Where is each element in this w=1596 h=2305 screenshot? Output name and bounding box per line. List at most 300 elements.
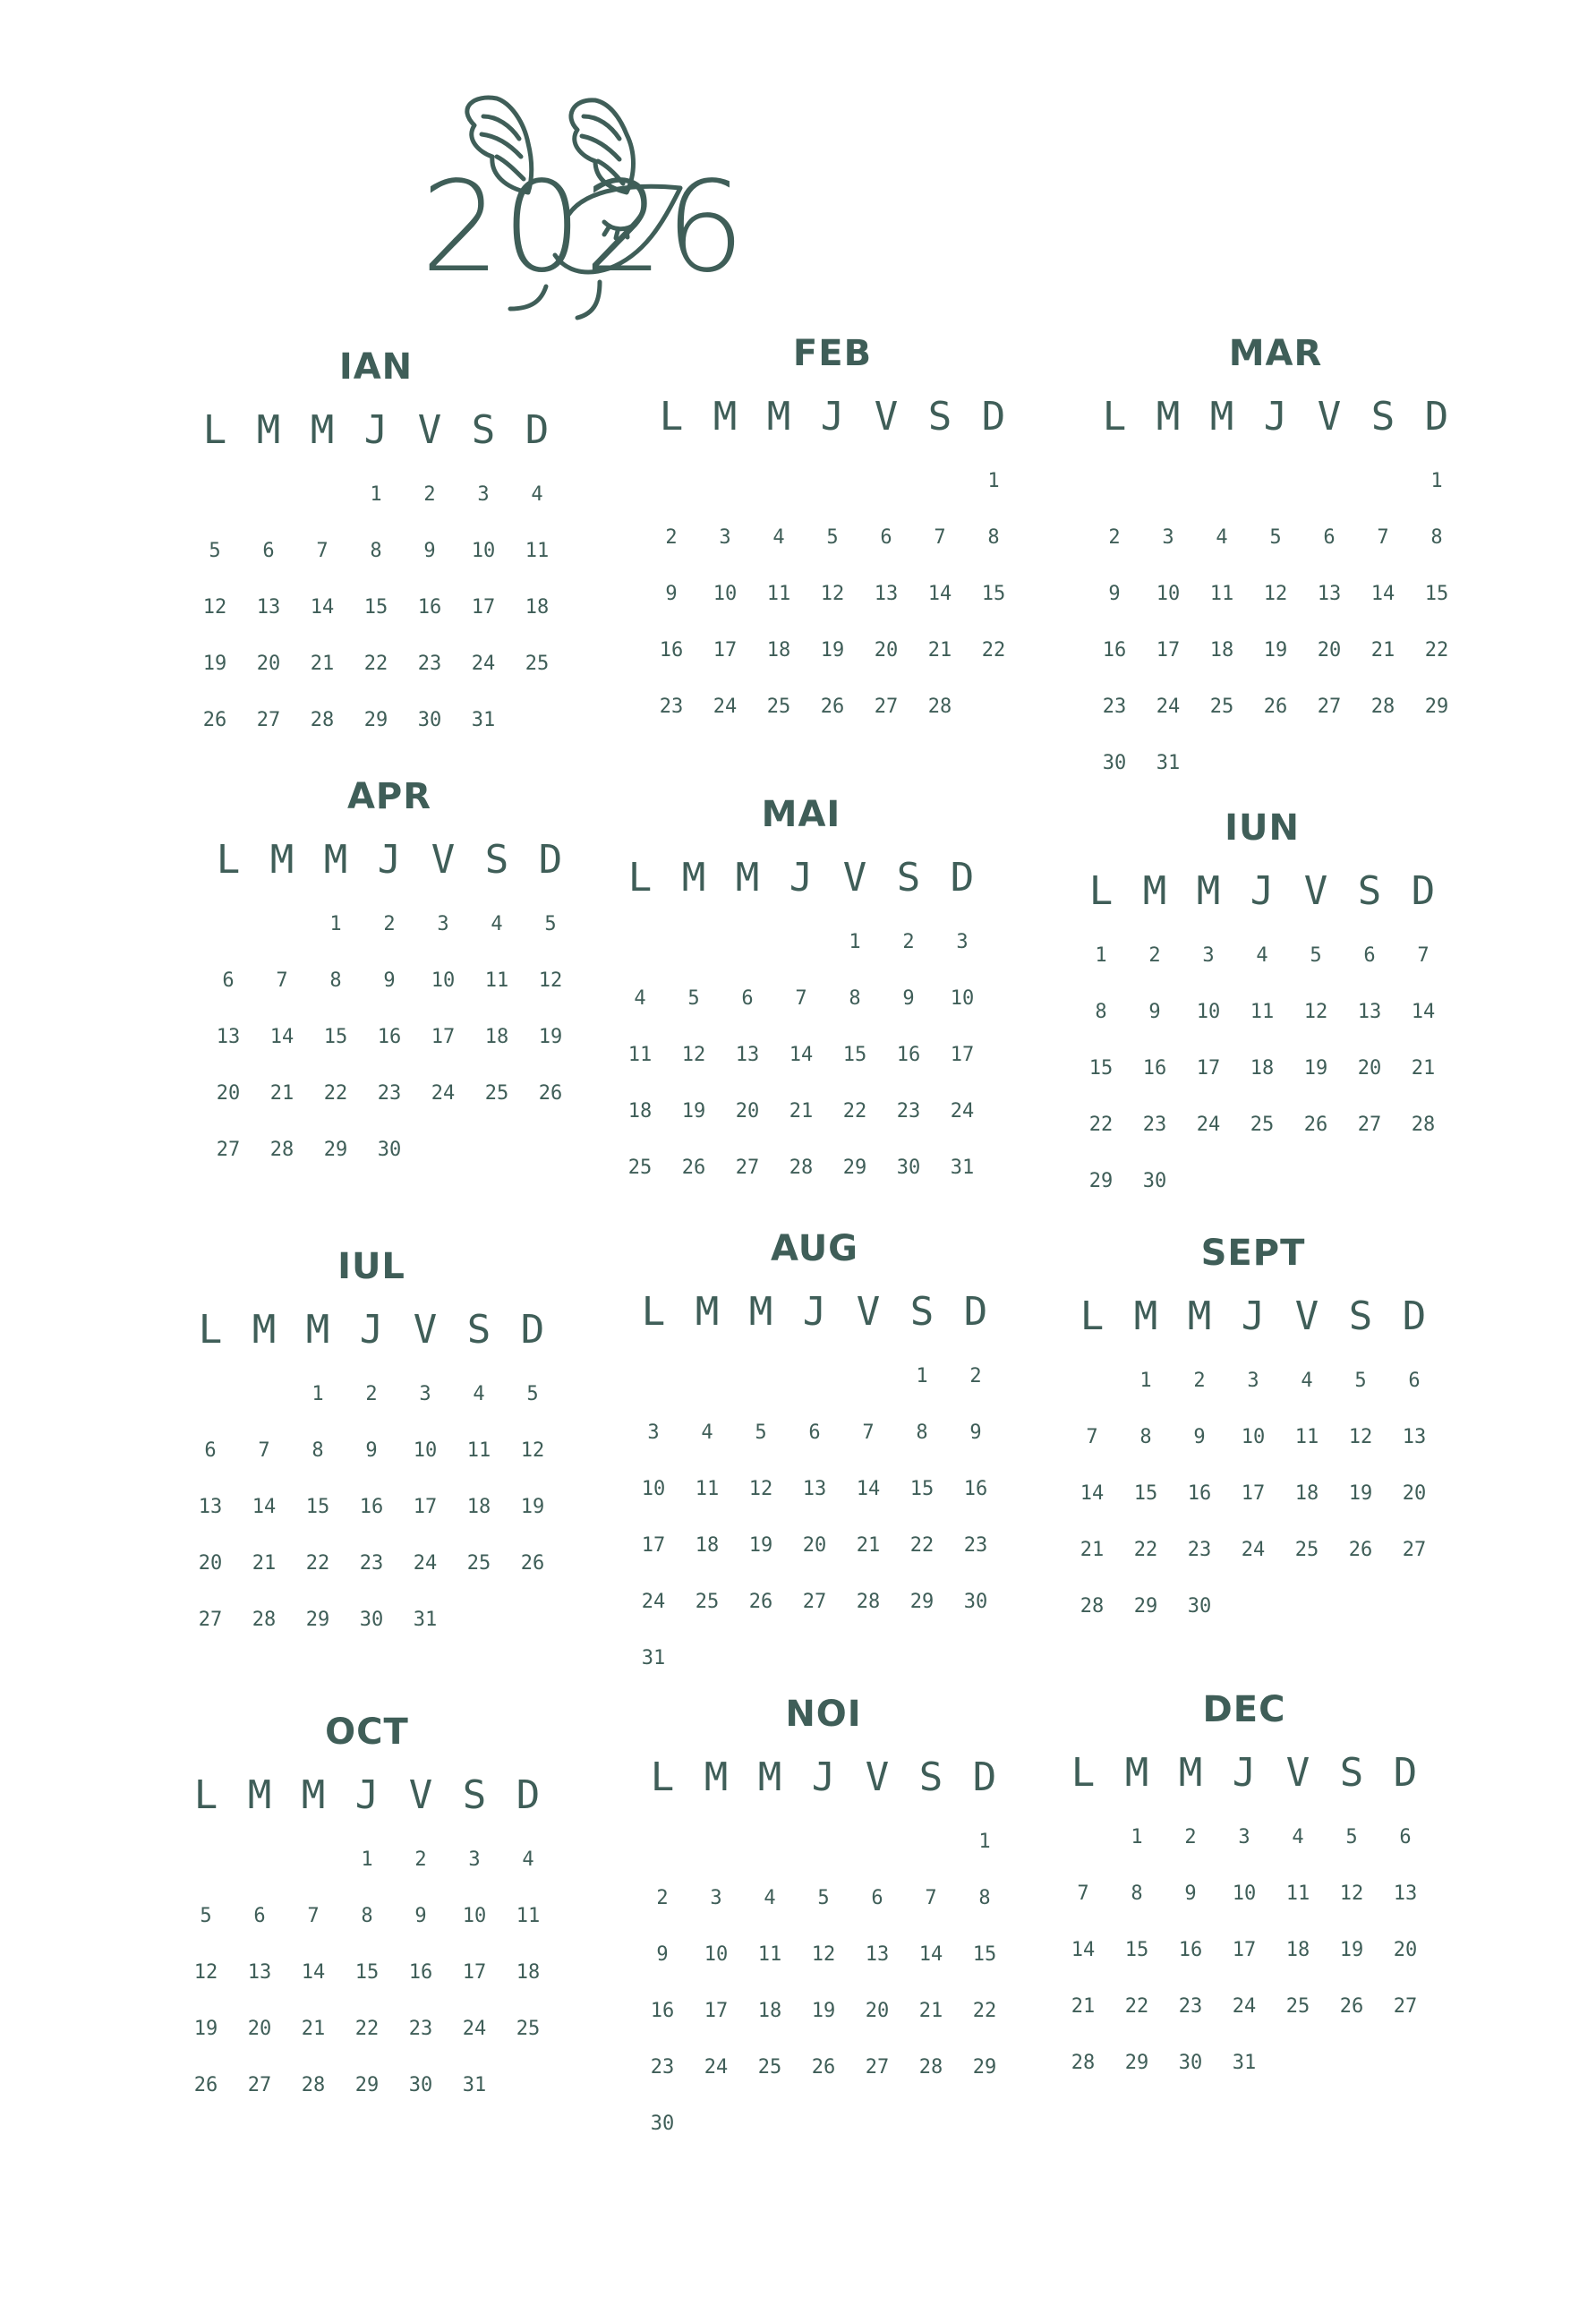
day-cell: 24 (471, 653, 496, 675)
day-cell: 27 (865, 2056, 890, 2079)
weekday-header (1074, 867, 1450, 917)
day-cell: 7 (276, 969, 288, 992)
day-cell: 1 (916, 1365, 928, 1387)
day-cell: 11 (627, 1044, 653, 1066)
day-cell: 18 (484, 1026, 509, 1048)
day-blank (904, 1814, 958, 1870)
weekday-label: L (659, 394, 684, 440)
day-cell: 20 (1402, 1482, 1427, 1505)
day-cell: 8 (916, 1421, 928, 1444)
day-cell: 29 (363, 709, 388, 731)
day-cell: 9 (902, 987, 915, 1010)
day-cell: 4 (772, 526, 785, 549)
day-cell: 25 (627, 1157, 653, 1179)
day-cell: 7 (795, 987, 807, 1010)
day-cell: 6 (871, 1887, 883, 1909)
weekday-label: V (417, 407, 442, 453)
day-cell: 30 (417, 709, 442, 731)
day-cell: 28 (1411, 1114, 1436, 1136)
day-cell: 18 (627, 1100, 653, 1123)
weekday-label: V (431, 837, 456, 883)
day-cell: 5 (755, 1421, 767, 1444)
day-cell: 6 (741, 987, 754, 1010)
day-cell: 10 (950, 987, 975, 1010)
weekday-label: D (981, 394, 1006, 440)
day-cell: 28 (1080, 1595, 1105, 1618)
day-cell: 8 (987, 526, 1000, 549)
weekday-label: M (1187, 1293, 1212, 1339)
day-cell: 12 (1263, 583, 1288, 605)
weekday-header (644, 392, 1020, 442)
weekday-label: S (1370, 394, 1395, 440)
day-cell: 13 (198, 1496, 223, 1518)
weekday-label: M (695, 1289, 720, 1335)
weekday-label: S (896, 855, 921, 901)
day-cell: 30 (1142, 1170, 1167, 1192)
day-blank (613, 914, 667, 970)
day-cell: 7 (307, 1905, 320, 1927)
day-cell: 30 (1178, 2052, 1203, 2074)
day-cell: 18 (1209, 639, 1234, 662)
days-grid (1074, 927, 1450, 1209)
day-cell: 13 (1357, 1001, 1382, 1023)
day-cell: 17 (431, 1026, 456, 1048)
day-cell: 5 (209, 540, 221, 562)
day-cell: 10 (1232, 1882, 1257, 1905)
day-cell: 9 (656, 1943, 669, 1966)
day-cell: 26 (193, 2074, 218, 2096)
day-cell: 25 (1209, 696, 1234, 718)
day-blank (743, 1814, 797, 1870)
day-cell: 30 (650, 2113, 675, 2135)
day-cell: 8 (370, 540, 382, 562)
day-cell: 2 (365, 1383, 378, 1405)
day-cell: 19 (1348, 1482, 1373, 1505)
day-blank (627, 1348, 680, 1404)
day-cell: 15 (363, 596, 388, 619)
day-cell: 26 (538, 1082, 563, 1105)
day-cell: 29 (323, 1139, 348, 1161)
day-cell: 15 (1088, 1057, 1114, 1080)
weekday-label: M (681, 855, 706, 901)
day-cell: 8 (1430, 526, 1443, 549)
day-cell: 15 (1133, 1482, 1158, 1505)
weekday-label: V (1317, 394, 1342, 440)
day-cell: 22 (305, 1552, 330, 1575)
day-cell: 5 (1345, 1826, 1358, 1848)
day-cell: 10 (413, 1439, 438, 1462)
day-cell: 11 (466, 1439, 491, 1462)
day-cell: 3 (719, 526, 731, 549)
day-cell: 12 (748, 1478, 773, 1500)
day-cell: 25 (1250, 1114, 1275, 1136)
day-cell: 13 (874, 583, 899, 605)
day-cell: 16 (377, 1026, 402, 1048)
day-cell: 20 (216, 1082, 241, 1105)
day-cell: 8 (849, 987, 861, 1010)
day-cell: 19 (748, 1534, 773, 1557)
day-cell: 8 (978, 1887, 991, 1909)
day-cell: 22 (1124, 1995, 1149, 2018)
month-iul (183, 1244, 559, 1648)
day-cell: 31 (1156, 752, 1181, 774)
weekday-label: V (1294, 1293, 1319, 1339)
day-cell: 3 (1247, 1370, 1259, 1392)
day-cell: 7 (862, 1421, 875, 1444)
day-cell: 28 (301, 2074, 326, 2096)
weekday-label: M (704, 1754, 729, 1800)
day-cell: 7 (1086, 1426, 1098, 1448)
day-cell: 12 (820, 583, 845, 605)
day-blank (752, 453, 806, 509)
weekday-header (1065, 1292, 1441, 1342)
days-grid (1065, 1353, 1441, 1635)
day-blank (1195, 453, 1249, 509)
day-cell: 18 (466, 1496, 491, 1518)
day-cell: 30 (896, 1157, 921, 1179)
day-cell: 21 (789, 1100, 814, 1123)
day-cell: 6 (222, 969, 235, 992)
weekday-label: M (1156, 394, 1181, 440)
day-cell: 2 (902, 931, 915, 953)
day-cell: 2 (665, 526, 678, 549)
day-cell: 22 (972, 2000, 997, 2022)
day-cell: 27 (198, 1609, 223, 1631)
day-cell: 24 (431, 1082, 456, 1105)
day-cell: 23 (650, 2056, 675, 2079)
day-cell: 8 (1139, 1426, 1152, 1448)
day-cell: 7 (316, 540, 329, 562)
days-grid (1056, 1809, 1432, 2091)
weekday-header (627, 1287, 1003, 1337)
weekday-label: D (1424, 394, 1449, 440)
day-cell: 24 (1196, 1114, 1221, 1136)
month-name: IUN (1225, 807, 1300, 849)
day-cell: 19 (1303, 1057, 1328, 1080)
day-cell: 25 (695, 1591, 720, 1613)
weekday-label: S (471, 407, 496, 453)
month-name: SEPT (1200, 1233, 1306, 1274)
weekday-label: D (1393, 1750, 1418, 1796)
day-cell: 14 (1411, 1001, 1436, 1023)
weekday-label: J (1241, 1293, 1266, 1339)
weekday-label: M (323, 837, 348, 883)
day-cell: 3 (710, 1887, 722, 1909)
day-blank (242, 466, 295, 523)
day-cell: 10 (471, 540, 496, 562)
weekday-header (1088, 392, 1464, 442)
day-cell: 7 (1377, 526, 1389, 549)
day-cell: 9 (969, 1421, 982, 1444)
day-cell: 31 (1232, 2052, 1257, 2074)
day-blank (806, 453, 859, 509)
weekday-label: L (198, 1307, 223, 1353)
day-cell: 19 (811, 2000, 836, 2022)
day-blank (201, 896, 255, 952)
day-cell: 18 (516, 1961, 541, 1984)
day-cell: 2 (969, 1365, 982, 1387)
day-cell: 20 (802, 1534, 827, 1557)
day-cell: 16 (896, 1044, 921, 1066)
weekday-label: M (1209, 394, 1234, 440)
weekday-label: S (909, 1289, 935, 1335)
day-cell: 5 (826, 526, 839, 549)
day-cell: 23 (359, 1552, 384, 1575)
day-cell: 20 (256, 653, 281, 675)
weekday-label: M (252, 1307, 277, 1353)
day-cell: 21 (856, 1534, 881, 1557)
day-cell: 13 (1402, 1426, 1427, 1448)
weekday-label: M (269, 837, 294, 883)
day-cell: 17 (1196, 1057, 1221, 1080)
day-cell: 5 (200, 1905, 212, 1927)
day-cell: 19 (820, 639, 845, 662)
weekday-label: M (247, 1772, 272, 1818)
day-cell: 18 (1294, 1482, 1319, 1505)
month-dec (1056, 1687, 1432, 2091)
month-noi (636, 1692, 1011, 2152)
day-cell: 20 (735, 1100, 760, 1123)
day-cell: 29 (909, 1591, 935, 1613)
day-cell: 14 (269, 1026, 294, 1048)
day-cell: 2 (1148, 944, 1161, 967)
month-name: MAR (1228, 333, 1323, 374)
weekday-header (1056, 1748, 1432, 1798)
day-cell: 28 (918, 2056, 943, 2079)
day-cell: 6 (253, 1905, 266, 1927)
day-cell: 10 (431, 969, 456, 992)
day-cell: 25 (484, 1082, 509, 1105)
day-cell: 24 (1156, 696, 1181, 718)
day-cell: 26 (1303, 1114, 1328, 1136)
day-cell: 4 (1256, 944, 1268, 967)
day-cell: 1 (1139, 1370, 1152, 1392)
day-cell: 2 (414, 1848, 427, 1871)
day-cell: 6 (262, 540, 275, 562)
day-cell: 22 (981, 639, 1006, 662)
day-cell: 25 (1294, 1539, 1319, 1561)
day-cell: 14 (856, 1478, 881, 1500)
day-cell: 1 (329, 913, 342, 935)
day-cell: 28 (1370, 696, 1395, 718)
weekday-label: D (950, 855, 975, 901)
month-apr (201, 774, 577, 1178)
day-cell: 29 (1133, 1595, 1158, 1618)
day-cell: 10 (704, 1943, 729, 1966)
weekday-label: J (1263, 394, 1288, 440)
day-blank (667, 914, 721, 970)
day-blank (721, 914, 774, 970)
calendar-year: 2026 (421, 155, 747, 301)
weekday-header (183, 1305, 559, 1355)
day-cell: 30 (359, 1609, 384, 1631)
day-cell: 27 (256, 709, 281, 731)
day-cell: 12 (538, 969, 563, 992)
day-cell: 20 (247, 2018, 272, 2040)
day-cell: 4 (701, 1421, 713, 1444)
weekday-label: V (1303, 868, 1328, 914)
day-cell: 7 (925, 1887, 937, 1909)
weekday-label: L (627, 855, 653, 901)
day-cell: 21 (1071, 1995, 1096, 2018)
day-cell: 19 (538, 1026, 563, 1048)
day-cell: 4 (1301, 1370, 1313, 1392)
day-cell: 31 (462, 2074, 487, 2096)
day-cell: 2 (1193, 1370, 1206, 1392)
day-cell: 26 (202, 709, 227, 731)
day-cell: 5 (544, 913, 557, 935)
day-cell: 28 (310, 709, 335, 731)
weekday-label: D (972, 1754, 997, 1800)
day-cell: 21 (1370, 639, 1395, 662)
day-cell: 12 (193, 1961, 218, 1984)
day-cell: 16 (659, 639, 684, 662)
day-cell: 22 (323, 1082, 348, 1105)
day-cell: 11 (757, 1943, 782, 1966)
day-cell: 14 (1370, 583, 1395, 605)
day-cell: 16 (359, 1496, 384, 1518)
day-cell: 11 (1294, 1426, 1319, 1448)
day-cell: 15 (1424, 583, 1449, 605)
day-cell: 17 (471, 596, 496, 619)
day-cell: 3 (477, 483, 490, 506)
day-cell: 27 (1402, 1539, 1427, 1561)
weekday-label: J (363, 407, 388, 453)
days-grid (179, 1831, 555, 2113)
day-cell: 2 (383, 913, 396, 935)
day-cell: 9 (423, 540, 436, 562)
month-name: MAI (761, 794, 841, 835)
day-cell: 31 (641, 1647, 666, 1669)
day-blank (183, 1366, 237, 1422)
weekday-label: J (820, 394, 845, 440)
day-blank (644, 453, 698, 509)
day-cell: 8 (1131, 1882, 1143, 1905)
weekday-header (613, 853, 989, 903)
day-cell: 16 (1187, 1482, 1212, 1505)
day-cell: 3 (956, 931, 969, 953)
weekday-label: M (1133, 1293, 1158, 1339)
day-cell: 27 (874, 696, 899, 718)
month-iun (1074, 806, 1450, 1209)
weekday-label: J (354, 1772, 380, 1818)
day-cell: 11 (695, 1478, 720, 1500)
day-cell: 18 (757, 2000, 782, 2022)
day-cell: 17 (713, 639, 738, 662)
day-cell: 4 (522, 1848, 534, 1871)
day-cell: 20 (865, 2000, 890, 2022)
month-name: IAN (338, 346, 414, 388)
day-cell: 24 (1241, 1539, 1266, 1561)
weekday-label: D (1411, 868, 1436, 914)
month-name: DEC (1202, 1689, 1286, 1730)
weekday-label: L (1080, 1293, 1105, 1339)
weekday-header (201, 835, 577, 885)
weekday-label: J (811, 1754, 836, 1800)
day-cell: 31 (950, 1157, 975, 1179)
day-cell: 14 (1071, 1939, 1096, 1961)
day-cell: 15 (354, 1961, 380, 1984)
day-cell: 24 (704, 2056, 729, 2079)
weekday-label: M (256, 407, 281, 453)
day-cell: 1 (361, 1848, 373, 1871)
day-cell: 11 (484, 969, 509, 992)
day-cell: 9 (383, 969, 396, 992)
day-cell: 7 (258, 1439, 270, 1462)
day-blank (788, 1348, 841, 1404)
weekday-label: J (359, 1307, 384, 1353)
day-cell: 11 (1209, 583, 1234, 605)
weekday-label: S (1339, 1750, 1364, 1796)
days-grid (627, 1348, 1003, 1686)
day-cell: 3 (1238, 1826, 1250, 1848)
weekday-label: M (301, 1772, 326, 1818)
day-cell: 14 (918, 1943, 943, 1966)
weekday-label: M (757, 1754, 782, 1800)
weekday-label: S (1348, 1293, 1373, 1339)
days-grid (1088, 453, 1464, 791)
day-cell: 16 (1102, 639, 1127, 662)
day-cell: 19 (193, 2018, 218, 2040)
day-cell: 5 (817, 1887, 830, 1909)
day-cell: 5 (526, 1383, 539, 1405)
day-cell: 8 (361, 1905, 373, 1927)
day-cell: 6 (1323, 526, 1336, 549)
weekday-label: S (927, 394, 952, 440)
day-blank (1088, 453, 1141, 509)
weekday-label: J (789, 855, 814, 901)
days-grid (201, 896, 577, 1178)
day-cell: 10 (1241, 1426, 1266, 1448)
day-cell: 9 (414, 1905, 427, 1927)
day-cell: 26 (1263, 696, 1288, 718)
day-cell: 27 (802, 1591, 827, 1613)
day-cell: 19 (681, 1100, 706, 1123)
day-blank (179, 1831, 233, 1888)
day-cell: 17 (1156, 639, 1181, 662)
day-cell: 12 (1339, 1882, 1364, 1905)
weekday-label: D (525, 407, 550, 453)
day-cell: 25 (525, 653, 550, 675)
weekday-header (188, 406, 564, 456)
day-cell: 9 (1184, 1882, 1197, 1905)
day-cell: 25 (1285, 1995, 1310, 2018)
day-cell: 22 (909, 1534, 935, 1557)
day-cell: 23 (1142, 1114, 1167, 1136)
day-cell: 30 (1187, 1595, 1212, 1618)
weekday-label: L (641, 1289, 666, 1335)
day-cell: 12 (520, 1439, 545, 1462)
weekday-label: V (842, 855, 867, 901)
day-blank (1056, 1809, 1110, 1865)
day-blank (698, 453, 752, 509)
day-cell: 18 (525, 596, 550, 619)
days-grid (188, 466, 564, 748)
month-name: OCT (325, 1712, 409, 1753)
weekday-label: M (1196, 868, 1221, 914)
days-grid (613, 914, 989, 1196)
day-cell: 15 (981, 583, 1006, 605)
day-cell: 31 (413, 1609, 438, 1631)
day-blank (850, 1814, 904, 1870)
day-cell: 26 (681, 1157, 706, 1179)
weekday-label: M (310, 407, 335, 453)
weekday-label: S (484, 837, 509, 883)
day-cell: 20 (1393, 1939, 1418, 1961)
day-cell: 29 (1088, 1170, 1114, 1192)
day-cell: 1 (370, 483, 382, 506)
day-cell: 8 (312, 1439, 324, 1462)
